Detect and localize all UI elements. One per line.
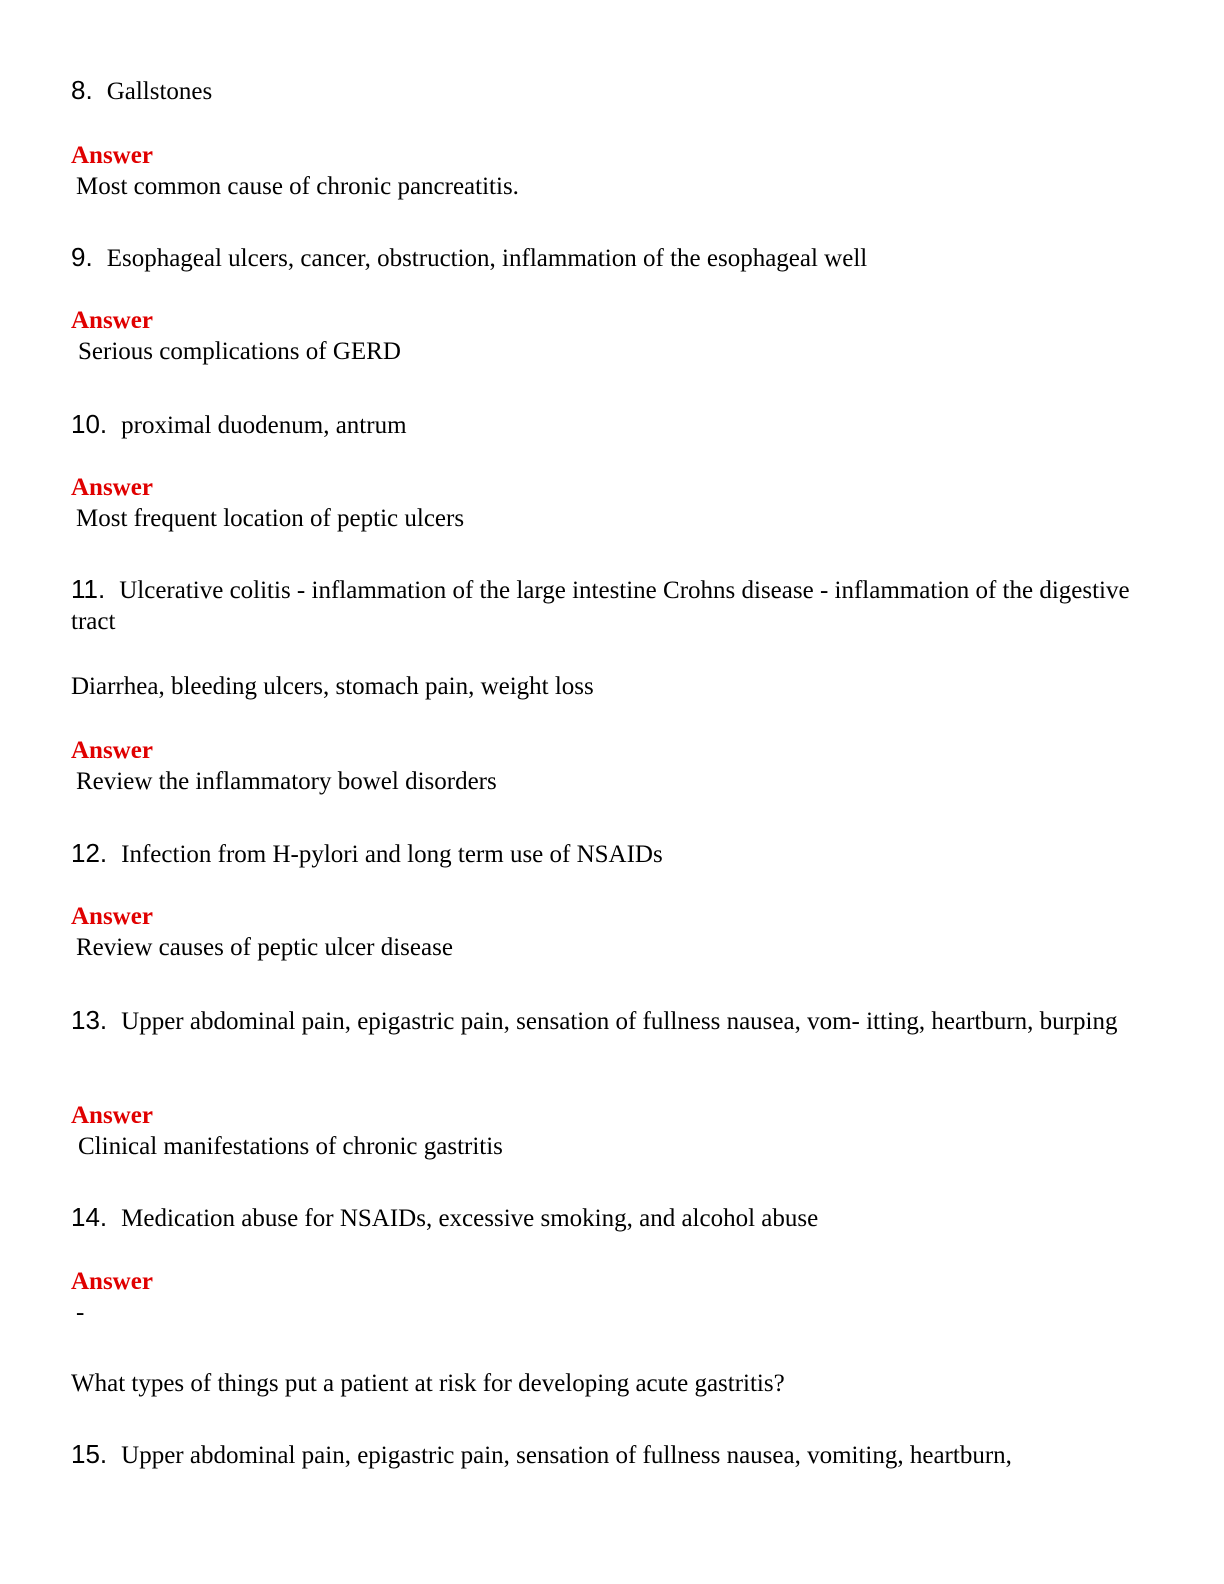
answer-text: Clinical manifestations of chronic gastritis [78,1133,503,1160]
qa-item-14 [71,1202,1141,1234]
question-line [71,242,1141,274]
question-extra-11 [71,671,1141,702]
question-text: Esophageal ulcers, cancer, obstruction, inflammation of the esophageal well [106,245,868,272]
answer-label: Answer [71,903,153,930]
answer-extra-14 [71,1368,1141,1399]
answer-block-11 [71,736,1141,798]
question-number: 14. [71,1202,108,1232]
question-number: 12. [71,838,108,868]
question-line [71,574,1141,637]
question-number: 8. [71,75,93,105]
answer-text: Serious complications of GERD [78,338,401,365]
question-line [71,75,1141,107]
answer-text: - [76,1299,85,1326]
question-line [71,1005,1141,1037]
answer-extra-text: What types of things put a patient at risk for developing acute gastritis? [71,1370,785,1397]
question-text: Ulcerative colitis - inflammation of the large intestine Crohns disease - inflammation of the digestive tract [71,577,1130,635]
question-extra-text: Diarrhea, bleeding ulcers, stomach pain, weight loss [71,673,594,700]
question-text: Medication abuse for NSAIDs, excessive smoking, and alcohol abuse [121,1205,819,1232]
question-text: Infection from H-pylori and long term use of NSAIDs [121,841,663,868]
qa-item-10 [71,409,1141,441]
question-number: 10. [71,409,108,439]
qa-item-13 [71,1005,1141,1037]
qa-item-9 [71,242,1141,274]
qa-item-11 [71,574,1141,637]
answer-block-12 [71,902,1141,964]
answer-block-8 [71,141,1141,203]
answer-text: Most common cause of chronic pancreatitis. [76,173,519,200]
question-number: 13. [71,1005,108,1035]
answer-block-10 [71,473,1141,535]
question-text: Gallstones [106,78,213,105]
question-number: 9. [71,242,93,272]
question-number: 11. [71,574,106,604]
question-text: proximal duodenum, antrum [121,412,407,439]
question-line [71,1202,1141,1234]
question-number: 15. [71,1439,108,1469]
qa-item-15 [71,1439,1141,1471]
answer-label: Answer [71,1268,153,1295]
question-line [71,409,1141,441]
qa-item-8 [71,75,1141,107]
answer-block-14 [71,1267,1141,1329]
answer-label: Answer [71,142,153,169]
answer-text: Most frequent location of peptic ulcers [76,505,465,532]
question-text: Upper abdominal pain, epigastric pain, sensation of fullness nausea, vomiting, heartburn, [121,1442,1012,1469]
answer-text: Review causes of peptic ulcer disease [76,934,453,961]
qa-item-12 [71,838,1141,870]
question-line [71,1439,1141,1471]
question-text: Upper abdominal pain, epigastric pain, sensation of fullness nausea, vom- itting, heartburn, burping [121,1008,1118,1035]
answer-label: Answer [71,1102,153,1129]
question-line [71,838,1141,870]
answer-block-13 [71,1101,1141,1163]
answer-label: Answer [71,737,153,764]
answer-label: Answer [71,474,153,501]
answer-text: Review the inflammatory bowel disorders [76,768,497,795]
answer-label: Answer [71,307,153,334]
answer-block-9 [71,306,1141,368]
